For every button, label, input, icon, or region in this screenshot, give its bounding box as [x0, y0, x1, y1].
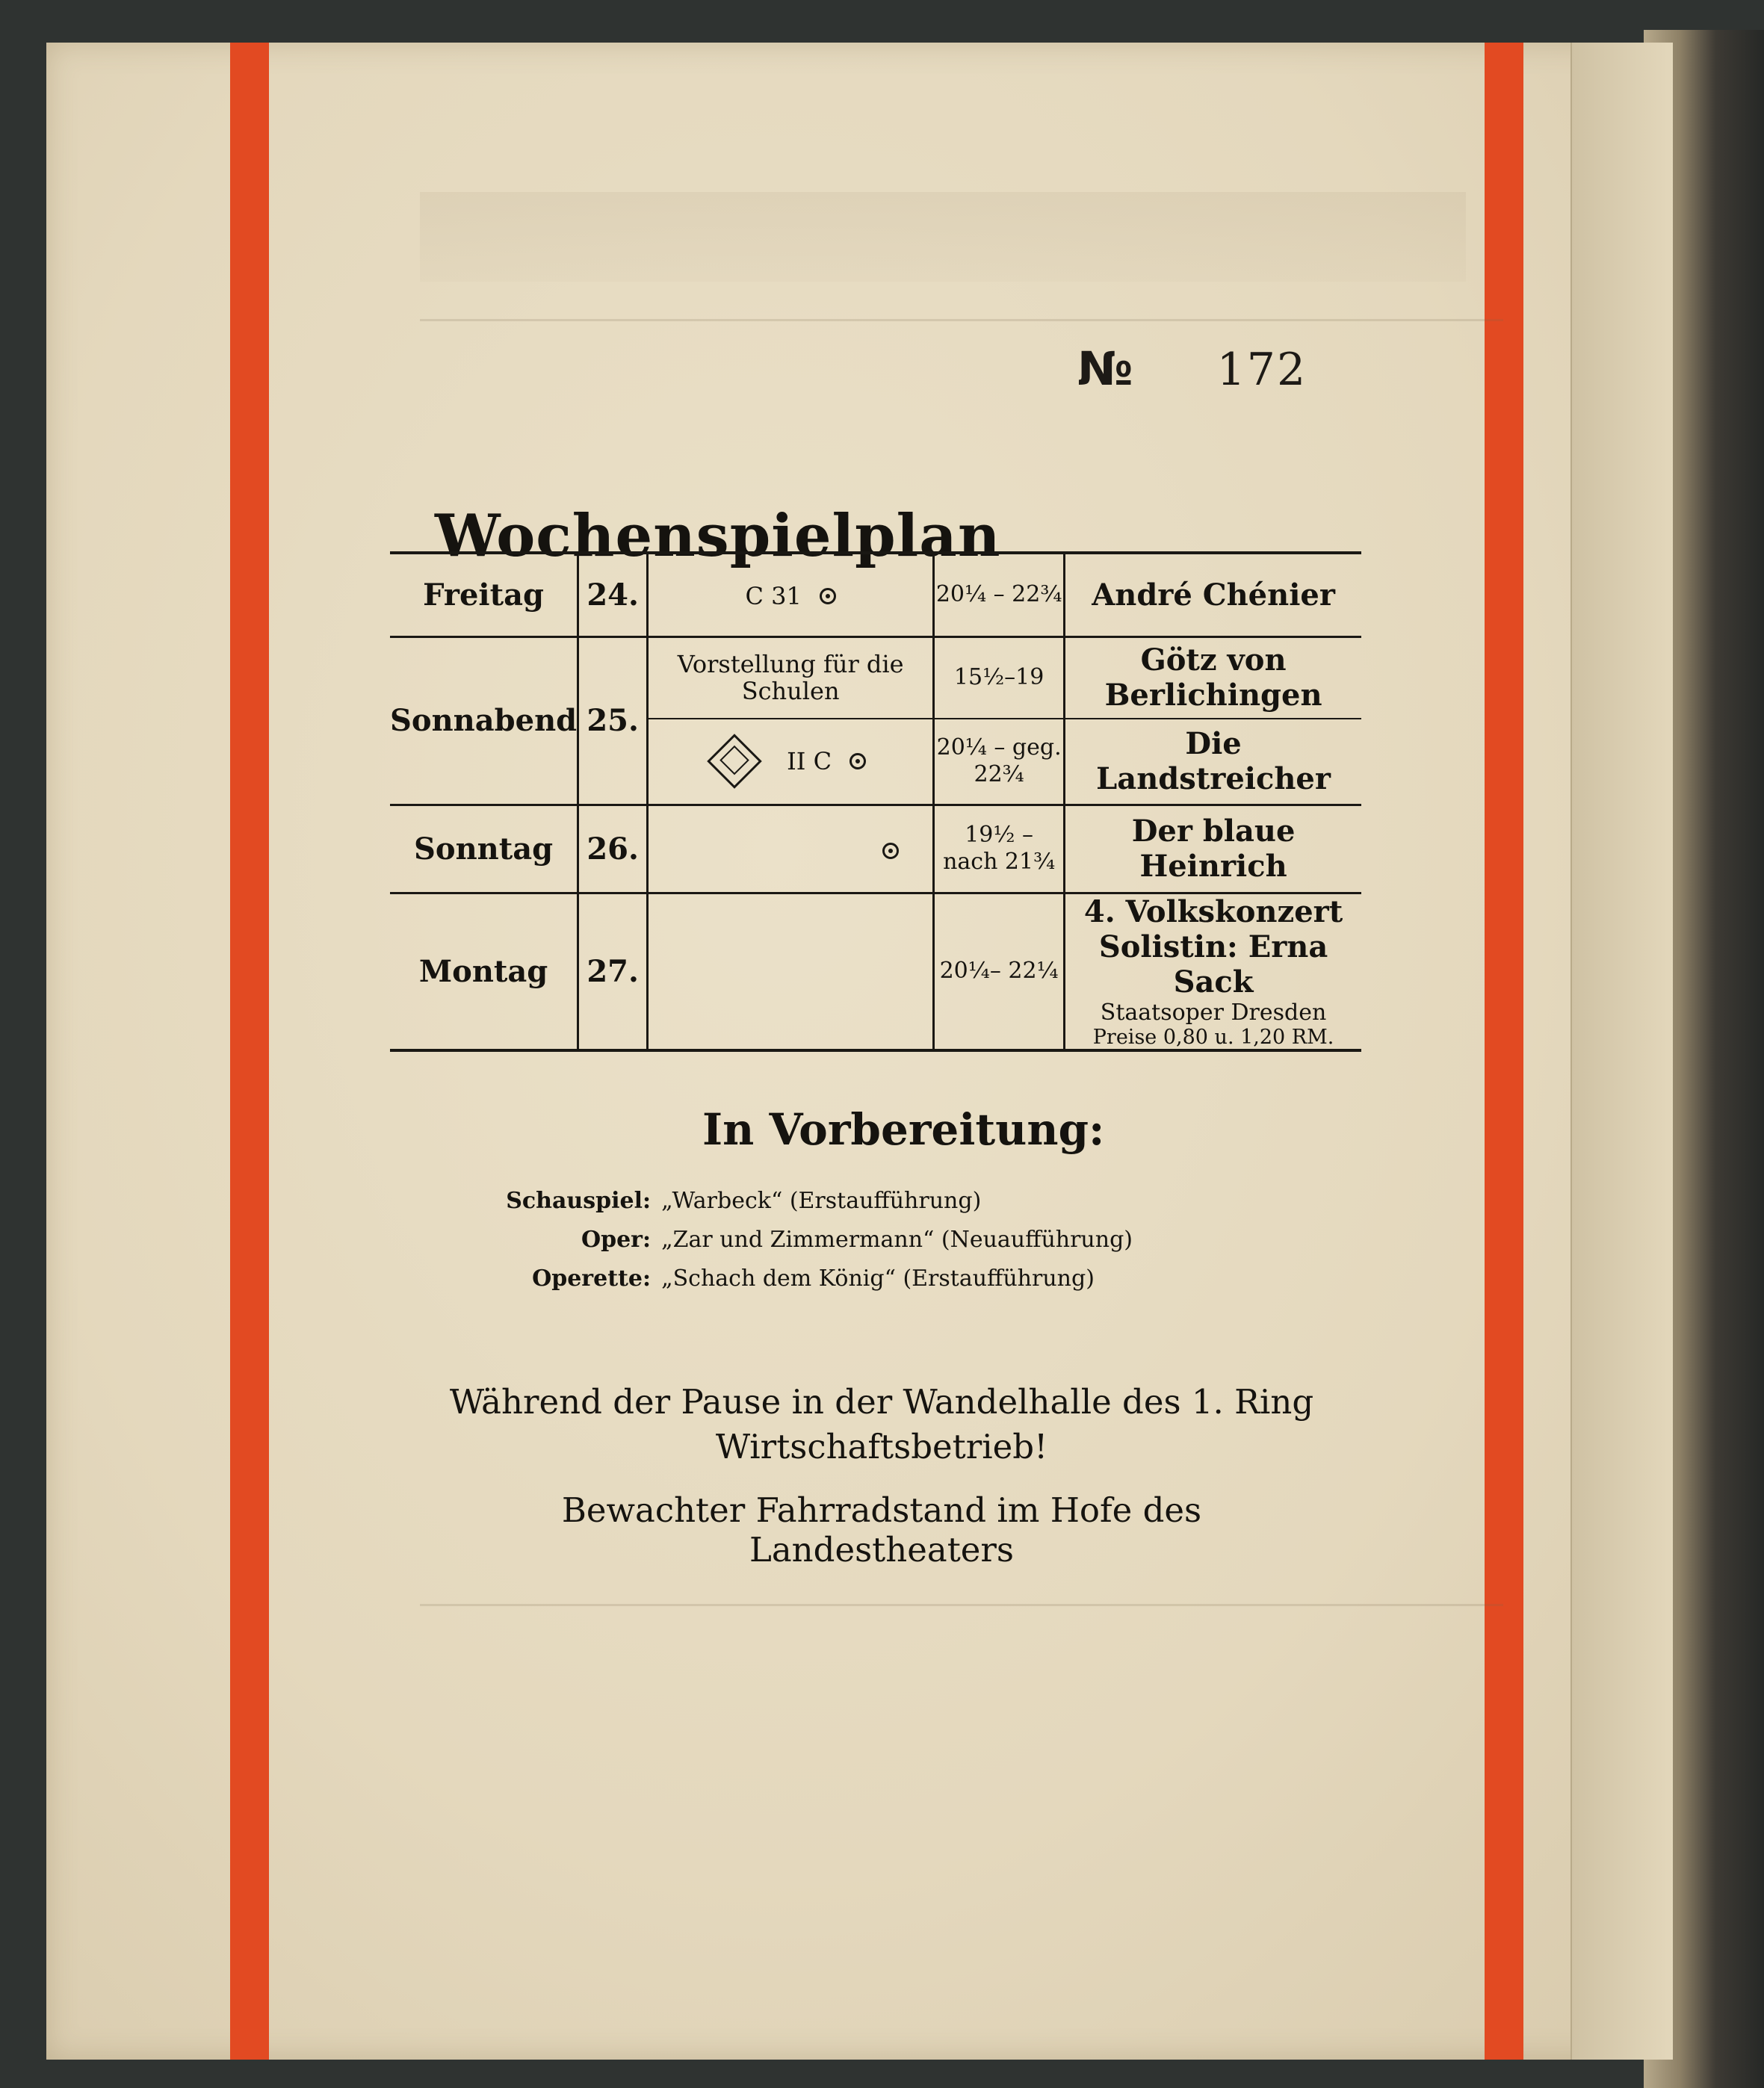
- colon: :: [643, 1265, 652, 1292]
- list-item: [478, 1188, 1133, 1227]
- ensemble-line: Staatsoper Dresden: [1100, 999, 1327, 1026]
- time-cell: 20¼ – 22¾: [934, 553, 1065, 636]
- colon: :: [643, 1188, 652, 1214]
- time-cell: 20¼ – geg. 22¾: [934, 719, 1065, 805]
- time-cell: 15½–19: [934, 636, 1065, 719]
- red-stripe-right: [1485, 43, 1523, 2060]
- stamp-seal-icon: [707, 734, 762, 789]
- subscription-cell: [648, 805, 934, 893]
- circle-dot-icon: [882, 843, 899, 859]
- production-text: „Warbeck“ (Erstaufführung): [661, 1188, 982, 1214]
- table-row: [390, 805, 1361, 893]
- weekly-schedule-table: [390, 551, 1361, 1052]
- genre-label: Operette: [532, 1265, 643, 1292]
- production-text: „Zar und Zimmermann“ (Neuaufführung): [661, 1227, 1133, 1253]
- number-sign: №: [1077, 341, 1135, 396]
- red-stripe-left: [230, 43, 269, 2060]
- play-cell: Götz von Berlichingen: [1065, 636, 1361, 719]
- play-cell: Die Landstreicher: [1065, 719, 1361, 805]
- table-row: [390, 893, 1361, 1050]
- show-through-rule: [420, 319, 1503, 321]
- number-value: 172: [1216, 344, 1307, 396]
- bicycle-notice: Bewachter Fahrradstand im Hofe des Landestheaters: [561, 1490, 1202, 1570]
- list-item: [478, 1227, 1133, 1265]
- subscription-label: Vorstellung für die Schulen: [677, 650, 904, 706]
- program-number: [1077, 341, 1307, 396]
- date-cell: 26.: [578, 805, 648, 893]
- day-cell: Sonnabend: [390, 636, 578, 805]
- table-row: [390, 553, 1361, 636]
- play-cell: Der blaue Heinrich: [1065, 805, 1361, 893]
- play-cell: [1065, 893, 1361, 1050]
- subscription-cell: [648, 893, 934, 1050]
- day-cell: Sonntag: [390, 805, 578, 893]
- circle-dot-icon: [849, 753, 866, 769]
- date-cell: 27.: [578, 893, 648, 1050]
- circle-dot-icon: [820, 588, 836, 604]
- production-text: „Schach dem König“ (Erstaufführung): [661, 1265, 1095, 1292]
- genre-label: Schauspiel: [506, 1188, 643, 1214]
- concert-title: 4. Volkskonzert: [1083, 893, 1343, 929]
- table-row: [390, 636, 1361, 719]
- page-title: Wochenspielplan: [435, 502, 1001, 570]
- subscription-cell: [648, 636, 934, 719]
- list-item: [478, 1265, 1133, 1304]
- subscription-label: C 31: [745, 581, 802, 610]
- subscription-cell: [648, 719, 934, 805]
- soloist-line: Solistin: Erna Sack: [1098, 929, 1328, 1000]
- day-cell: Montag: [390, 893, 578, 1050]
- preparation-list: [478, 1188, 1133, 1304]
- time-cell: 20¼– 22¼: [934, 893, 1065, 1050]
- time-cell: 19½ – nach 21¾: [934, 805, 1065, 893]
- prices-line: Preise 0,80 u. 1,20 RM.: [1092, 1025, 1334, 1049]
- show-through-band: [420, 192, 1466, 282]
- play-cell: André Chénier: [1065, 553, 1361, 636]
- day-cell: Freitag: [390, 553, 578, 636]
- catering-notice: Wirtschaftsbetrieb!: [715, 1427, 1048, 1466]
- date-cell: 25.: [578, 636, 648, 805]
- show-through-rule-bottom: [420, 1604, 1503, 1606]
- intermission-notice: Während der Pause in der Wandelhalle des 1. Ring: [449, 1382, 1314, 1422]
- adjacent-page-edge: [1570, 43, 1673, 2060]
- colon: :: [643, 1227, 652, 1253]
- subscription-cell: [648, 553, 934, 636]
- subscription-label: II C: [787, 747, 832, 776]
- date-cell: 24.: [578, 553, 648, 636]
- preparation-heading: In Vorbereitung:: [702, 1104, 1105, 1155]
- genre-label: Oper: [581, 1227, 643, 1253]
